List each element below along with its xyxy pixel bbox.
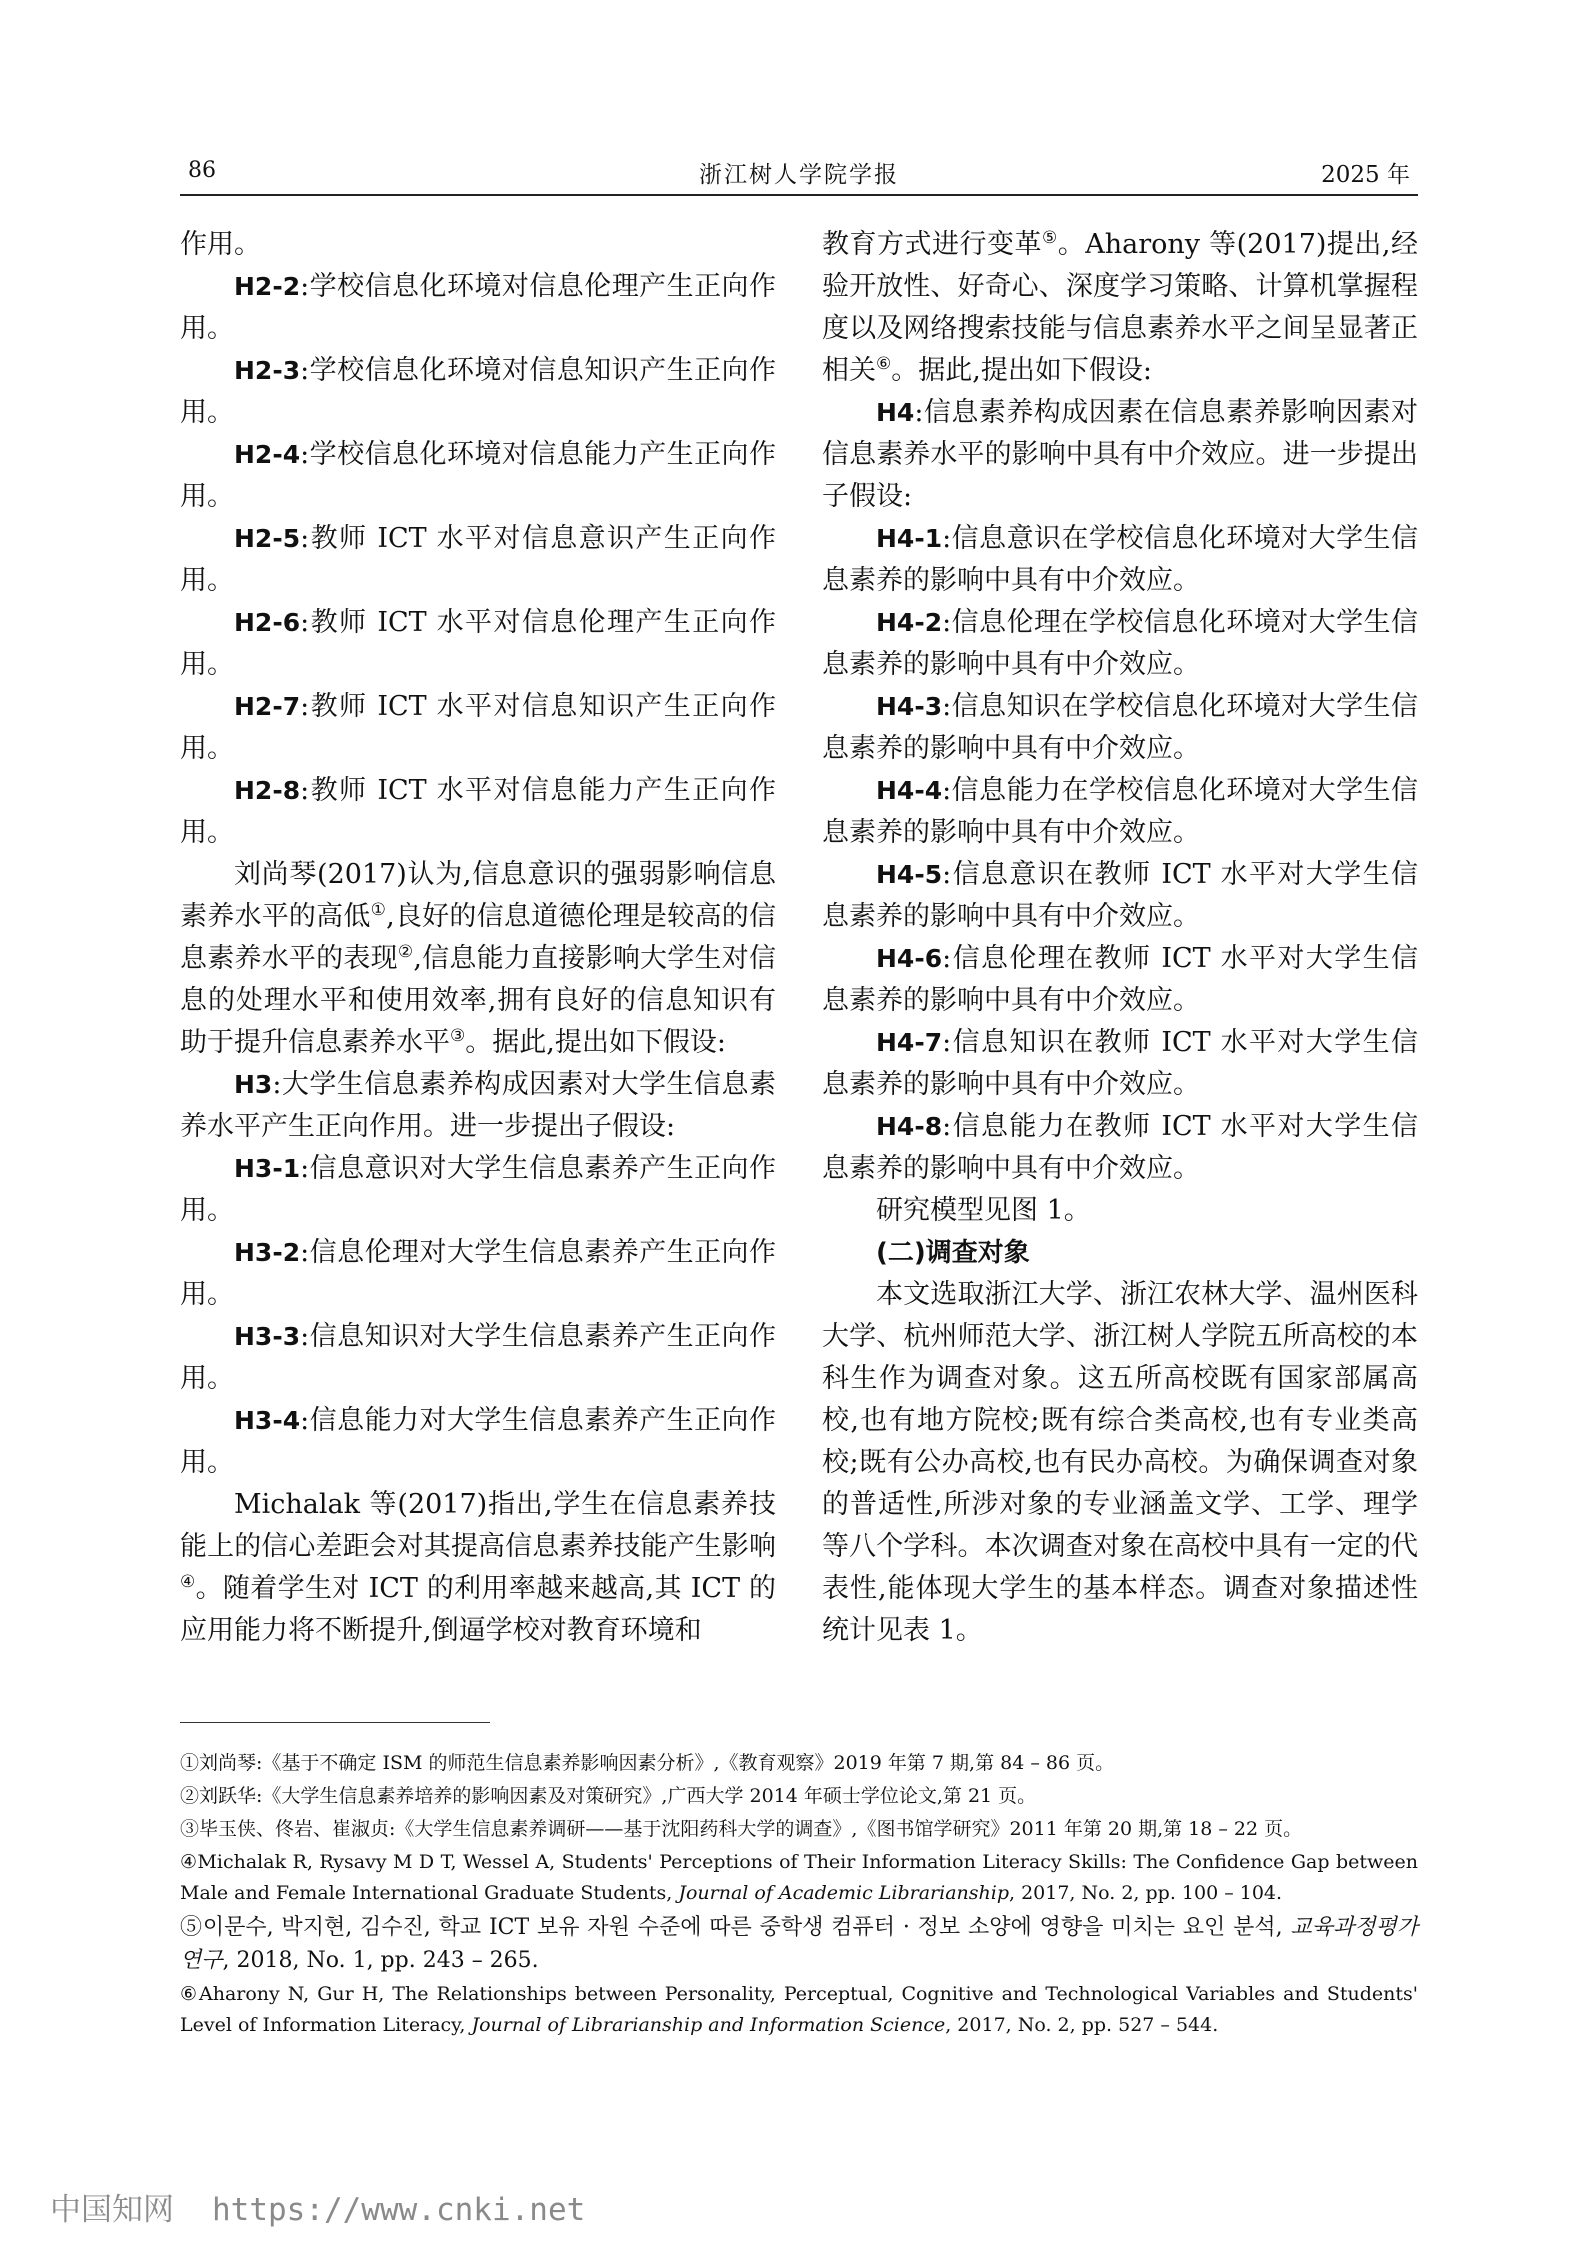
hypothesis-label: H2-6 xyxy=(234,608,301,637)
hypothesis-paragraph xyxy=(180,434,776,518)
paragraph-text: :学校信息化环境对信息知识产生正向作用。 xyxy=(180,355,776,428)
footnote xyxy=(180,1814,1418,1845)
hypothesis-paragraph xyxy=(180,1316,776,1400)
issue-year: 2025 年 xyxy=(1321,162,1410,188)
footnote xyxy=(180,1781,1418,1812)
hypothesis-label: H3-1 xyxy=(234,1154,301,1183)
italic-title: Journal of Academic Librarianship xyxy=(678,1882,1009,1904)
paragraph-text: :信息意识在学校信息化环境对大学生信息素养的影响中具有中介效应。 xyxy=(822,523,1418,596)
body-paragraph xyxy=(822,1190,1418,1232)
hypothesis-paragraph xyxy=(180,770,776,854)
paragraph-text: 本文选取浙江大学、浙江农林大学、温州医科大学、杭州师范大学、浙江树人学院五所高校的本科生作为调查对象。这五所高校既有国家部属高校,也有地方院校;既有综合类高校,也有专业类高校;既有公办高校,也有民办高校。为确保调查对象的普适性,所涉对象的专业涵盖文学、工学、理学等八个学科。本次调查对象在高校中具有一定的代表性,能体现大学生的基本样态。调查对象描述性统计见表 1。 xyxy=(822,1279,1418,1646)
left-column xyxy=(180,224,776,1652)
body-paragraph xyxy=(180,1484,776,1652)
right-column xyxy=(822,224,1418,1652)
hypothesis-paragraph xyxy=(822,1106,1418,1190)
paragraph-text: :信息伦理在教师 ICT 水平对大学生信息素养的影响中具有中介效应。 xyxy=(822,943,1418,1016)
hypothesis-label: H4-1 xyxy=(876,524,943,553)
hypothesis-paragraph xyxy=(822,518,1418,602)
hypothesis-label: H2-5 xyxy=(234,524,301,553)
paragraph-text: :学校信息化环境对信息能力产生正向作用。 xyxy=(180,439,776,512)
text-run: ③毕玉侠、佟岩、崔淑贞:《大学生信息素养调研——基于沈阳药科大学的调查》,《图书馆学研究》2011 年第 20 期,第 18 – 22 页。 xyxy=(180,1818,1303,1840)
footnotes xyxy=(180,1748,1418,2043)
hypothesis-paragraph xyxy=(180,1064,776,1148)
watermark-brand: 中国知网 xyxy=(50,2192,174,2228)
text-run: ,良好的信息道德伦理是较高的信息素养水平的表现 xyxy=(180,901,776,974)
text-run: , 2017, No. 2, pp. 527 – 544. xyxy=(945,2014,1219,2036)
footnote-ref: ② xyxy=(397,942,414,962)
text-run: ②刘跃华:《大学生信息素养培养的影响因素及对策研究》,广西大学 2014 年硕士学位论文,第 21 页。 xyxy=(180,1785,1037,1807)
paragraph-text: 作用。 xyxy=(180,229,261,260)
text-run: Michalak 等(2017)指出,学生在信息素养技能上的信心差距会对其提高信息素养技能产生影响 xyxy=(180,1489,776,1562)
body-paragraph xyxy=(822,224,1418,392)
hypothesis-paragraph xyxy=(822,686,1418,770)
journal-title: 浙江树人学院学报 xyxy=(699,162,899,188)
footnote xyxy=(180,1979,1418,2041)
hypothesis-label: H2-3 xyxy=(234,356,301,385)
text-run: , 2018, No. 1, pp. 243 – 265. xyxy=(222,1948,539,1973)
footnote-ref: ⑤ xyxy=(1042,228,1058,248)
paragraph-text: :大学生信息素养构成因素对大学生信息素养水平产生正向作用。进一步提出子假设: xyxy=(180,1069,776,1142)
paragraph-text: :信息能力对大学生信息素养产生正向作用。 xyxy=(180,1405,776,1478)
paragraph-text: :信息知识在教师 ICT 水平对大学生信息素养的影响中具有中介效应。 xyxy=(822,1027,1418,1100)
hypothesis-paragraph xyxy=(822,770,1418,854)
hypothesis-label: H4 xyxy=(876,398,915,427)
paragraph-text: :教师 ICT 水平对信息能力产生正向作用。 xyxy=(180,775,776,848)
hypothesis-paragraph xyxy=(180,350,776,434)
hypothesis-paragraph xyxy=(180,686,776,770)
paragraph-text: :信息意识对大学生信息素养产生正向作用。 xyxy=(180,1153,776,1226)
hypothesis-label: H3-3 xyxy=(234,1322,301,1351)
hypothesis-label: H2-7 xyxy=(234,692,301,721)
paragraph-text: 研究模型见图 1。 xyxy=(876,1195,1091,1226)
text-run: 。据此,提出如下假设: xyxy=(891,355,1152,386)
paragraph-text: :教师 ICT 水平对信息知识产生正向作用。 xyxy=(180,691,776,764)
paragraph-text: :信息知识对大学生信息素养产生正向作用。 xyxy=(180,1321,776,1394)
paragraph-text: :学校信息化环境对信息伦理产生正向作用。 xyxy=(180,271,776,344)
running-header xyxy=(180,148,1418,196)
hypothesis-paragraph xyxy=(180,266,776,350)
paragraph-text: :信息素养构成因素在信息素养影响因素对信息素养水平的影响中具有中介效应。进一步提出子假设: xyxy=(822,397,1418,512)
text-run: 。据此,提出如下假设: xyxy=(465,1027,726,1058)
footnote-ref: ④ xyxy=(180,1572,196,1592)
paragraph-text: :教师 ICT 水平对信息伦理产生正向作用。 xyxy=(180,607,776,680)
hypothesis-paragraph xyxy=(822,854,1418,938)
paragraph-text: :教师 ICT 水平对信息意识产生正向作用。 xyxy=(180,523,776,596)
body-paragraph xyxy=(180,224,776,266)
paragraph-text: :信息能力在学校信息化环境对大学生信息素养的影响中具有中介效应。 xyxy=(822,775,1418,848)
paragraph-text: :信息伦理对大学生信息素养产生正向作用。 xyxy=(180,1237,776,1310)
text-run: ①刘尚琴:《基于不确定 ISM 的师范生信息素养影响因素分析》,《教育观察》2019 年第 7 期,第 84 – 86 页。 xyxy=(180,1752,1115,1774)
hypothesis-label: H4-6 xyxy=(876,944,943,973)
paragraph-text: :信息意识在教师 ICT 水平对大学生信息素养的影响中具有中介效应。 xyxy=(822,859,1418,932)
cnki-watermark xyxy=(50,2184,585,2229)
hypothesis-label: H4-5 xyxy=(876,860,943,889)
footnote-ref: ① xyxy=(370,900,387,920)
text-run: ,信息能力直接影响大学生对信息的处理水平和使用效率,拥有良好的信息知识有助于提升信息素养水平 xyxy=(180,943,776,1058)
footnote-ref: ⑥ xyxy=(876,354,892,374)
hypothesis-label: H3-4 xyxy=(234,1406,301,1435)
hypothesis-label: H4-8 xyxy=(876,1112,943,1141)
text-run: 。随着学生对 ICT 的利用率越来越高,其 ICT 的应用能力将不断提升,倒逼学校对教育环境和 xyxy=(180,1573,777,1646)
hypothesis-label: H4-4 xyxy=(876,776,943,805)
body-paragraph xyxy=(180,854,776,1064)
italic-title: Journal of Librarianship and Information Science xyxy=(471,2014,946,2036)
hypothesis-label: H2-8 xyxy=(234,776,301,805)
page-number: 86 xyxy=(188,158,216,183)
paragraph-text: :信息知识在学校信息化环境对大学生信息素养的影响中具有中介效应。 xyxy=(822,691,1418,764)
text-run: 刘尚琴(2017)认为,信息意识的强弱影响信息素养水平的高低 xyxy=(180,859,776,932)
hypothesis-paragraph xyxy=(822,1022,1418,1106)
hypothesis-label: H2-4 xyxy=(234,440,301,469)
watermark-url: https://www.cnki.net xyxy=(212,2192,586,2228)
italic-title: 교육과정평가연구 xyxy=(180,1915,1418,1973)
hypothesis-label: H4-2 xyxy=(876,608,943,637)
footnote-separator xyxy=(180,1722,490,1723)
paragraph-text: :信息能力在教师 ICT 水平对大学生信息素养的影响中具有中介效应。 xyxy=(822,1111,1418,1184)
body-paragraph xyxy=(822,1274,1418,1652)
hypothesis-paragraph xyxy=(180,1232,776,1316)
text-run: 。Aharony 等(2017)提出,经验开放性、好奇心、深度学习策略、计算机掌握程度以及网络搜索技能与信息素养水平之间呈显著正相关 xyxy=(822,229,1418,386)
hypothesis-paragraph xyxy=(180,1400,776,1484)
footnote-ref: ③ xyxy=(450,1026,466,1046)
paragraph-text: :信息伦理在学校信息化环境对大学生信息素养的影响中具有中介效应。 xyxy=(822,607,1418,680)
text-run: , 2017, No. 2, pp. 100 – 104. xyxy=(1009,1882,1283,1904)
hypothesis-label: H3-2 xyxy=(234,1238,301,1267)
hypothesis-label: H3 xyxy=(234,1070,273,1099)
hypothesis-label: H4-3 xyxy=(876,692,943,721)
hypothesis-paragraph xyxy=(822,392,1418,518)
text-run: ⑥Aharony N, Gur H, The Relationships between Personality, Perceptual, Cognitive and Technological Variables and Students' Level of Information Literacy, xyxy=(180,1983,1418,2036)
section-subheading xyxy=(822,1232,1418,1274)
footnote xyxy=(180,1748,1418,1779)
hypothesis-label: H2-2 xyxy=(234,272,301,301)
hypothesis-paragraph xyxy=(822,938,1418,1022)
footnote xyxy=(180,1911,1418,1977)
text-run: ④Michalak R, Rysavy M D T, Wessel A, Students' Perceptions of Their Information Literacy Skills: The Confidence Gap between Male and Female International Graduate Students, xyxy=(180,1851,1418,1904)
text-run: 教育方式进行变革 xyxy=(822,229,1042,260)
subheading-text: (二)调查对象 xyxy=(876,1238,1030,1268)
footnote xyxy=(180,1847,1418,1909)
hypothesis-paragraph xyxy=(822,602,1418,686)
hypothesis-paragraph xyxy=(180,602,776,686)
hypothesis-label: H4-7 xyxy=(876,1028,943,1057)
text-run: ⑤이문수, 박지현, 김수진, 학교 ICT 보유 자원 수준에 따른 중학생 컴퓨터 · 정보 소양에 영향을 미치는 요인 분석, xyxy=(180,1915,1291,1940)
hypothesis-paragraph xyxy=(180,518,776,602)
hypothesis-paragraph xyxy=(180,1148,776,1232)
